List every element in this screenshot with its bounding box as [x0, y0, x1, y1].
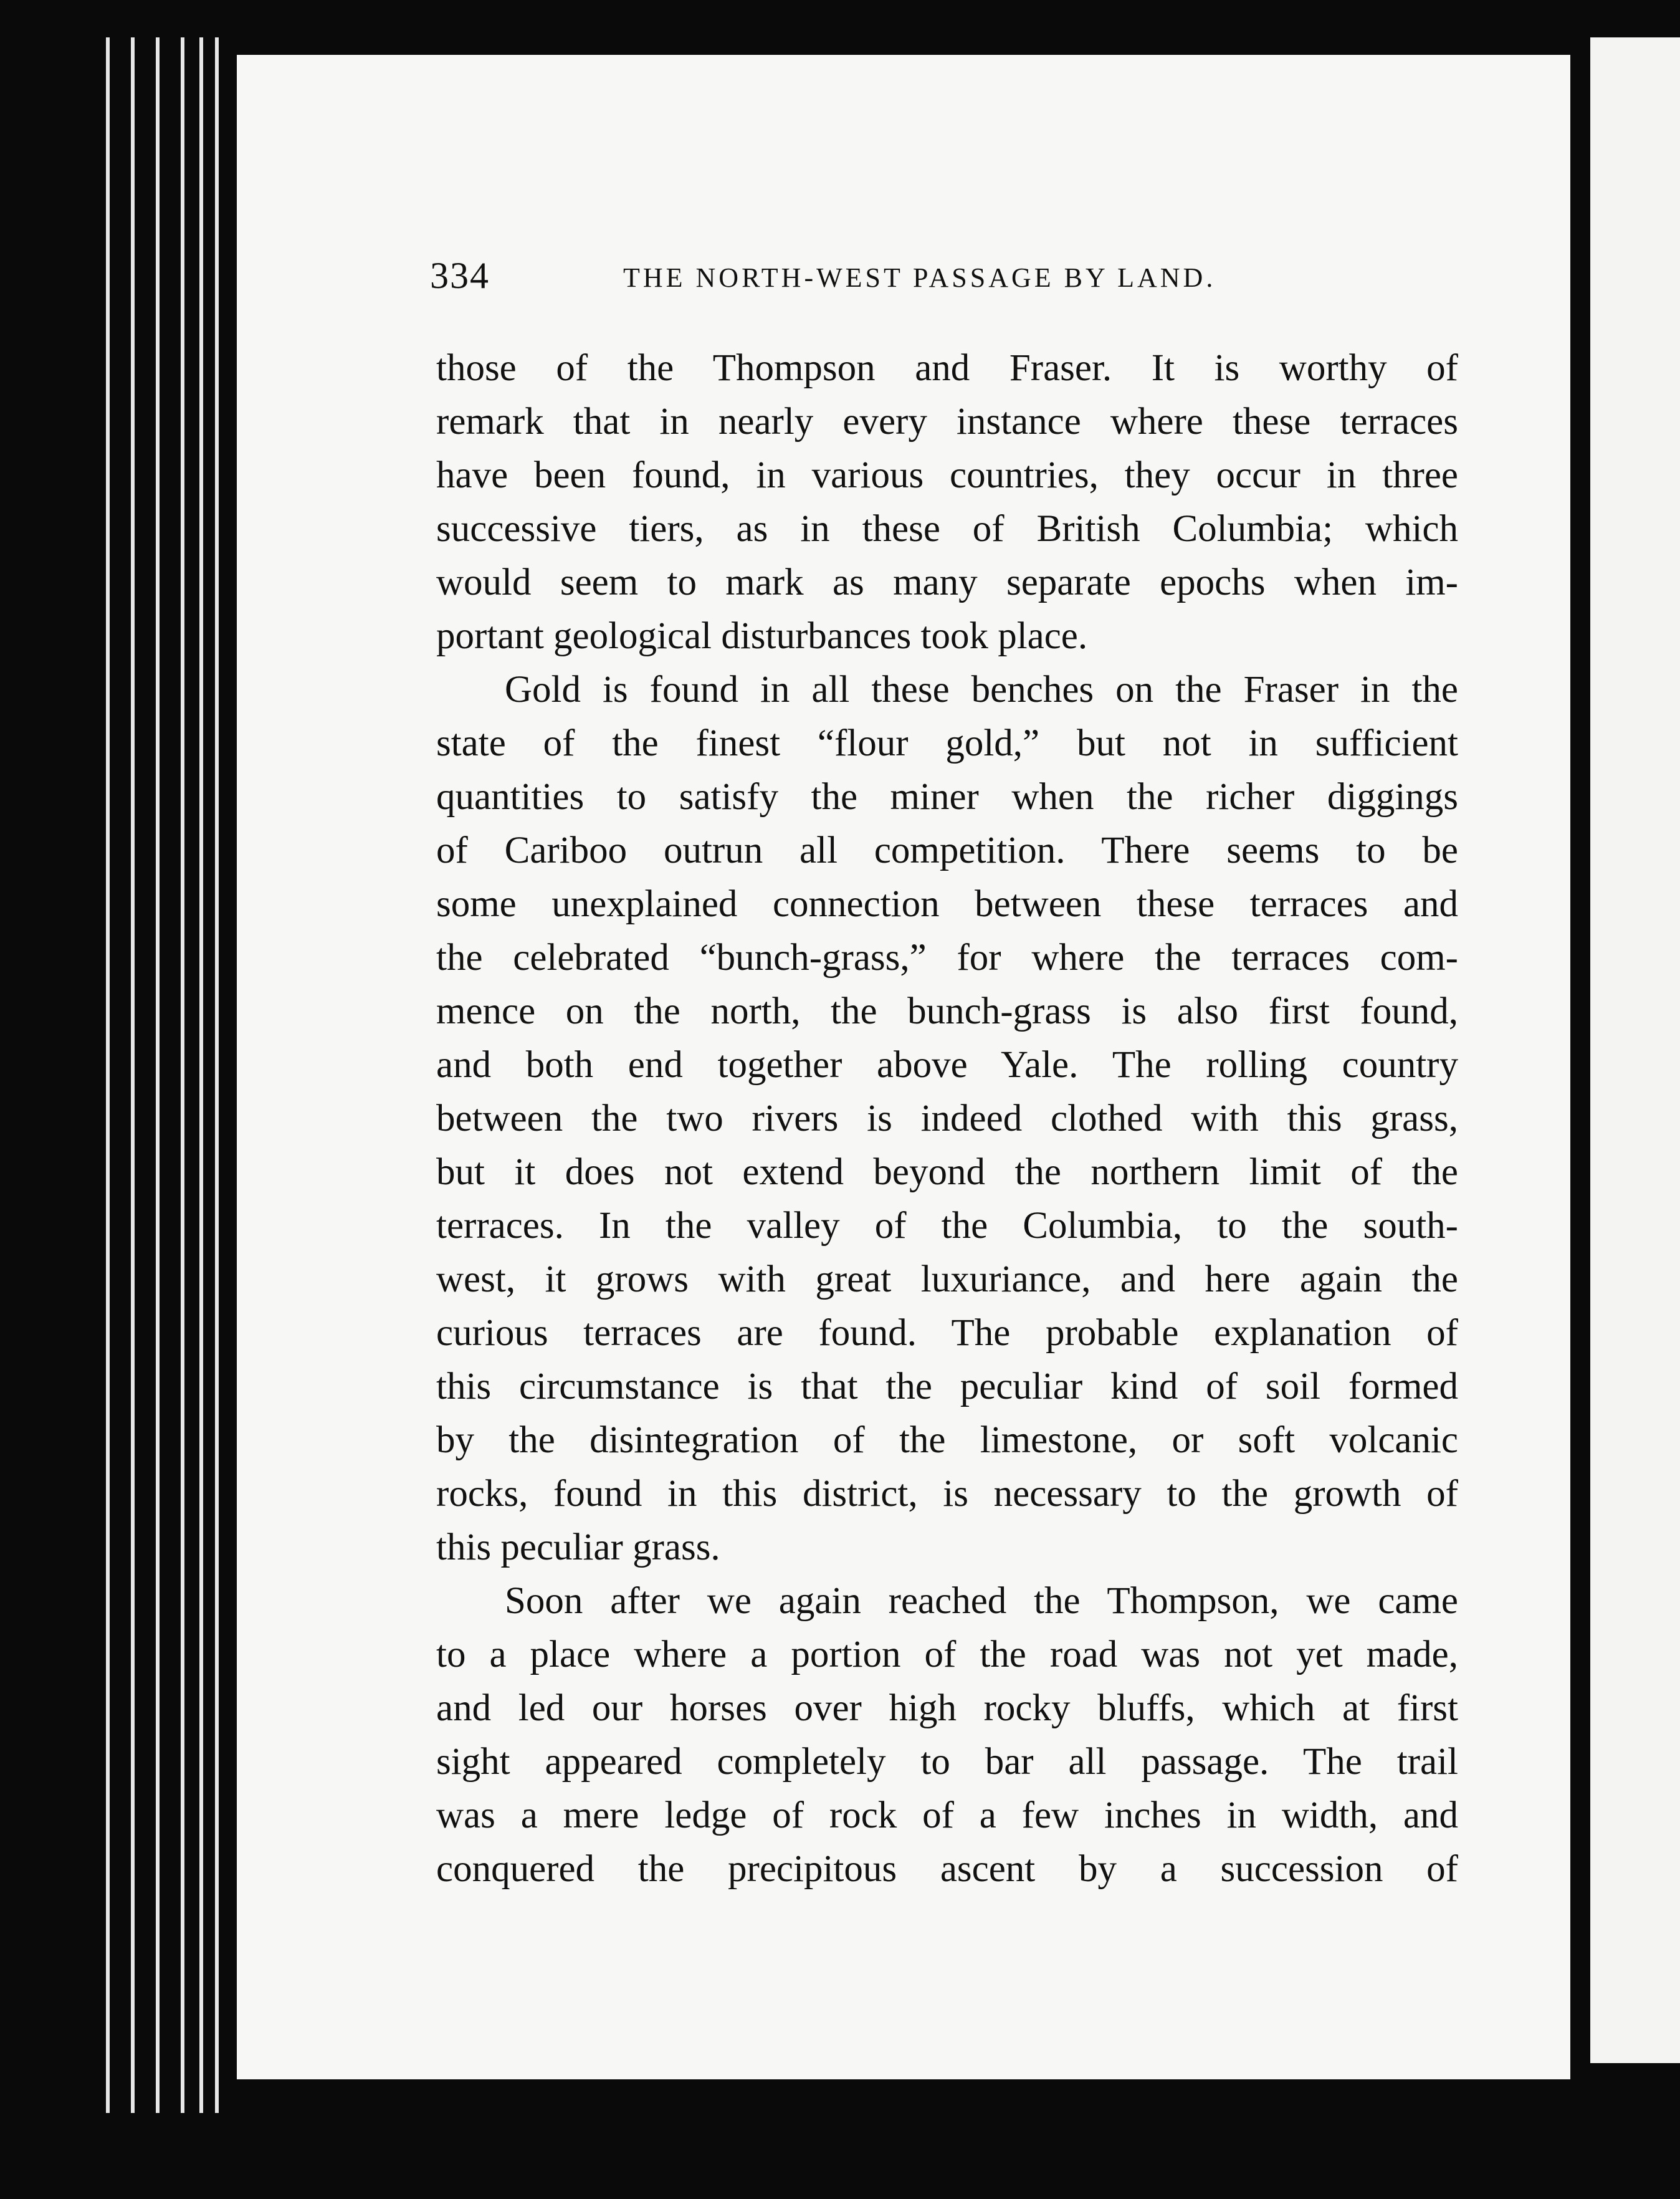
- text-line: Gold is found in all these benches on the Fraser in the: [505, 669, 1458, 711]
- text-line: terraces. In the valley of the Columbia, to the south-: [436, 1205, 1458, 1247]
- text-line: those of the Thompson and Fraser. It is worthy of: [436, 347, 1458, 389]
- text-line: sight appeared completely to bar all passage. The trail: [436, 1741, 1458, 1783]
- page-edge: [106, 37, 110, 2113]
- running-head-title: THE NORTH-WEST PASSAGE BY LAND.: [623, 262, 1216, 293]
- page-edge: [131, 37, 135, 2113]
- text-line: this circumstance is that the peculiar kind of soil formed: [436, 1366, 1458, 1407]
- page-number: 334: [430, 255, 490, 296]
- facing-page-edge: [1590, 37, 1680, 2063]
- text-line: this peculiar grass.: [436, 1526, 720, 1568]
- text-line: have been found, in various countries, they occur in three: [436, 454, 1458, 496]
- text-line: conquered the precipitous ascent by a succession of: [436, 1848, 1458, 1890]
- text-line: and led our horses over high rocky bluffs, which at first: [436, 1687, 1458, 1729]
- text-line: was a mere ledge of rock of a few inches in width, and: [436, 1794, 1458, 1836]
- text-line: the celebrated “bunch-grass,” for where the terraces com-: [436, 937, 1458, 979]
- text-line: between the two rivers is indeed clothed with this grass,: [436, 1098, 1458, 1139]
- text-line: successive tiers, as in these of British Columbia; which: [436, 508, 1458, 550]
- page-edge: [156, 37, 160, 2113]
- text-line: curious terraces are found. The probable explanation of: [436, 1312, 1458, 1354]
- text-line: state of the finest “flour gold,” but not in sufficient: [436, 722, 1458, 764]
- page-edge: [181, 37, 184, 2113]
- text-line: and both end together above Yale. The rolling country: [436, 1044, 1458, 1086]
- text-line: portant geological disturbances took place.: [436, 615, 1088, 657]
- text-line: mence on the north, the bunch-grass is also first found,: [436, 990, 1458, 1032]
- text-line: by the disintegration of the limestone, or soft volcanic: [436, 1419, 1458, 1461]
- page-edge: [215, 37, 219, 2113]
- text-line: rocks, found in this district, is necessary to the growth of: [436, 1473, 1458, 1515]
- running-head: [430, 254, 1452, 304]
- page-edge: [199, 37, 203, 2113]
- text-line: west, it grows with great luxuriance, and here again the: [436, 1258, 1458, 1300]
- text-line: would seem to mark as many separate epochs when im-: [436, 562, 1458, 603]
- text-line: of Cariboo outrun all competition. There seems to be: [436, 830, 1458, 871]
- text-line: Soon after we again reached the Thompson, we came: [505, 1580, 1458, 1622]
- body-text: [436, 342, 1458, 1896]
- text-line: but it does not extend beyond the northern limit of the: [436, 1151, 1458, 1193]
- text-line: remark that in nearly every instance where these terraces: [436, 401, 1458, 443]
- text-line: quantities to satisfy the miner when the richer diggings: [436, 776, 1458, 818]
- text-line: some unexplained connection between these terraces and: [436, 883, 1458, 925]
- text-line: to a place where a portion of the road was not yet made,: [436, 1634, 1458, 1675]
